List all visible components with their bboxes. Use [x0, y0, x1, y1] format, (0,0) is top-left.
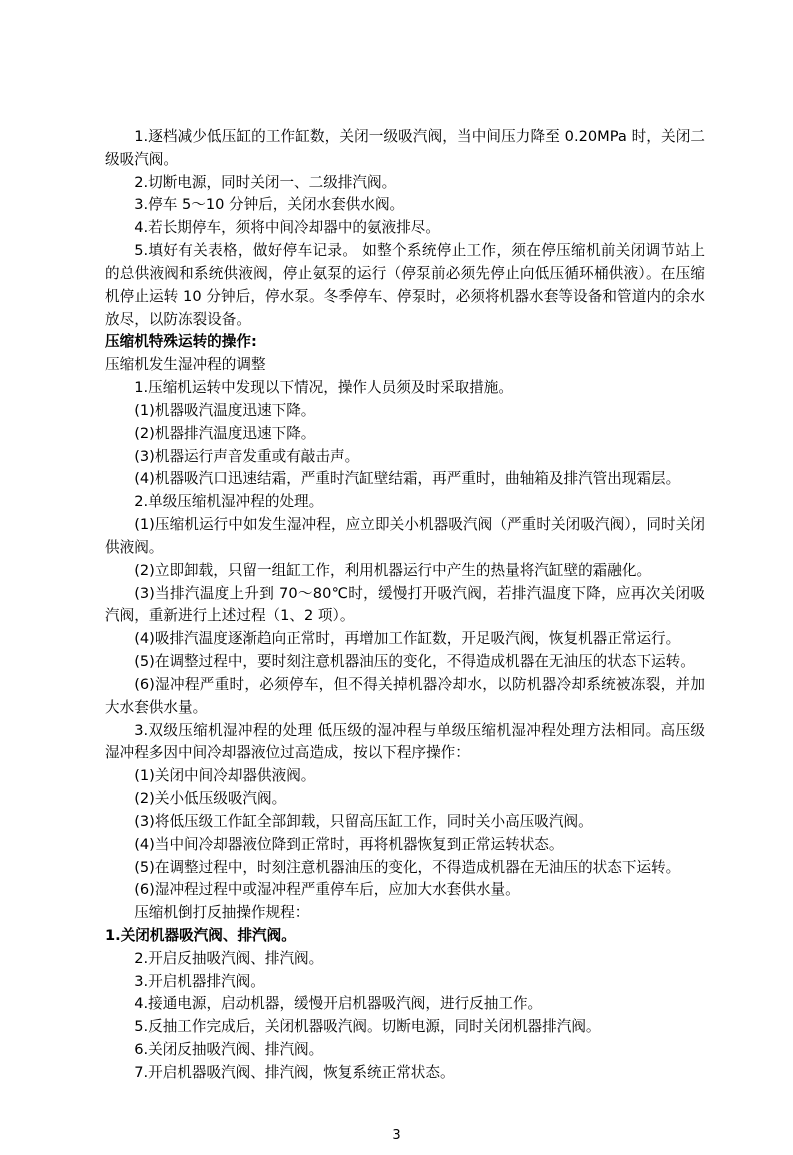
paragraph: 3.停车 5～10 分钟后，关闭水套供水阀。: [134, 196, 405, 214]
paragraph: (3)机器运行声音发重或有敲击声。: [134, 447, 360, 465]
paragraph: (4)吸排汽温度逐渐趋向正常时，再增加工作缸数，开足吸汽阀，恢复机器正常运行。: [134, 630, 681, 648]
section-heading: 1.关闭机器吸汽阀、排汽阀。: [105, 926, 296, 944]
paragraph: (2)立即卸载，只留一组缸工作，利用机器运行中产生的热量将汽缸壁的霜融化。: [134, 561, 652, 579]
paragraph: (2)机器排汽温度迅速下降。: [134, 424, 316, 442]
paragraph: 7.开启机器吸汽阀、排汽阀，恢复系统正常状态。: [134, 1063, 455, 1081]
paragraph: 2.切断电源，同时关闭一、二级排汽阀。: [134, 173, 397, 191]
paragraph: 2.开启反抽吸汽阀、排汽阀。: [134, 949, 324, 967]
paragraph: (2)关小低压级吸汽阀。: [134, 790, 287, 808]
paragraph: (5)在调整过程中，要时刻注意机器油压的变化，不得造成机器在无油压的状态下运转。: [134, 653, 695, 671]
paragraph: 6.关闭反抽吸汽阀、排汽阀。: [134, 1041, 324, 1059]
paragraph: 4.若长期停车，须将中间冷却器中的氨液排尽。: [134, 219, 440, 237]
paragraph: 2.单级压缩机湿冲程的处理。: [134, 493, 324, 511]
paragraph: 1.逐档减少低压缸的工作缸数，关闭一级吸汽阀，当中间压力降至 0.20MPa 时，关闭二级吸汽阀。: [105, 128, 705, 168]
paragraph: 1.压缩机运转中发现以下情况，操作人员须及时采取措施。: [134, 379, 513, 397]
paragraph: 3.开启机器排汽阀。: [134, 972, 265, 990]
paragraph: 压缩机倒打反抽操作规程：: [134, 904, 310, 922]
paragraph: 3.双级压缩机湿冲程的处理 低压级的湿冲程与单级压缩机湿冲程处理方法相同。高压级湿冲程多因中间冷却器液位过高造成，按以下程序操作：: [105, 721, 705, 762]
paragraph: (6)湿冲程过程中或湿冲程严重停车后，应加大水套供水量。: [134, 881, 520, 899]
paragraph: 5.填好有关表格，做好停车记录。 如整个系统停止工作，须在停压缩机前关闭调节站上的总供液阀和系统供液阀，停止氨泵的运行（停泵前必须先停止向低压循环桶供液）。在压缩机停止运转 10 分钟后，停水泵。冬季停车、停泵时，必须将机器水套等设备和管道内的余水放尽，以防冻裂设备。: [105, 242, 705, 328]
paragraph: (6)湿冲程严重时，必须停车，但不得关掉机器冷却水，以防机器冷却系统被冻裂，并加大水套供水量。: [105, 675, 705, 716]
paragraph: (4)机器吸汽口迅速结霜，严重时汽缸壁结霜，再严重时，曲轴箱及排汽管出现霜层。: [134, 470, 681, 488]
document-body: [105, 126, 705, 1085]
section-heading: 压缩机特殊运转的操作:: [105, 333, 257, 351]
paragraph: (1)压缩机运行中如发生湿冲程，应立即关小机器吸汽阀（严重时关闭吸汽阀），同时关闭供液阀。: [105, 516, 705, 556]
paragraph: (5)在调整过程中，时刻注意机器油压的变化，不得造成机器在无油压的状态下运转。: [134, 858, 681, 876]
subsection-title: 压缩机发生湿冲程的调整: [105, 356, 266, 374]
paragraph: 4.接通电源，启动机器，缓慢开启机器吸汽阀，进行反抽工作。: [134, 995, 543, 1013]
paragraph: (1)关闭中间冷却器供液阀。: [134, 767, 316, 785]
paragraph: (3)当排汽温度上升到 70～80℃时，缓慢打开吸汽阀，若排汽温度下降，应再次关闭吸汽阀，重新进行上述过程（1、2 项）。: [105, 584, 705, 625]
paragraph: (3)将低压级工作缸全部卸载，只留高压缸工作，同时关小高压吸汽阀。: [134, 812, 593, 830]
paragraph: (4)当中间冷却器液位降到正常时，再将机器恢复到正常运转状态。: [134, 835, 564, 853]
paragraph: (1)机器吸汽温度迅速下降。: [134, 401, 316, 419]
page-number: 3: [392, 1128, 401, 1143]
paragraph: 5.反抽工作完成后，关闭机器吸汽阀。切断电源，同时关闭机器排汽阀。: [134, 1018, 601, 1036]
